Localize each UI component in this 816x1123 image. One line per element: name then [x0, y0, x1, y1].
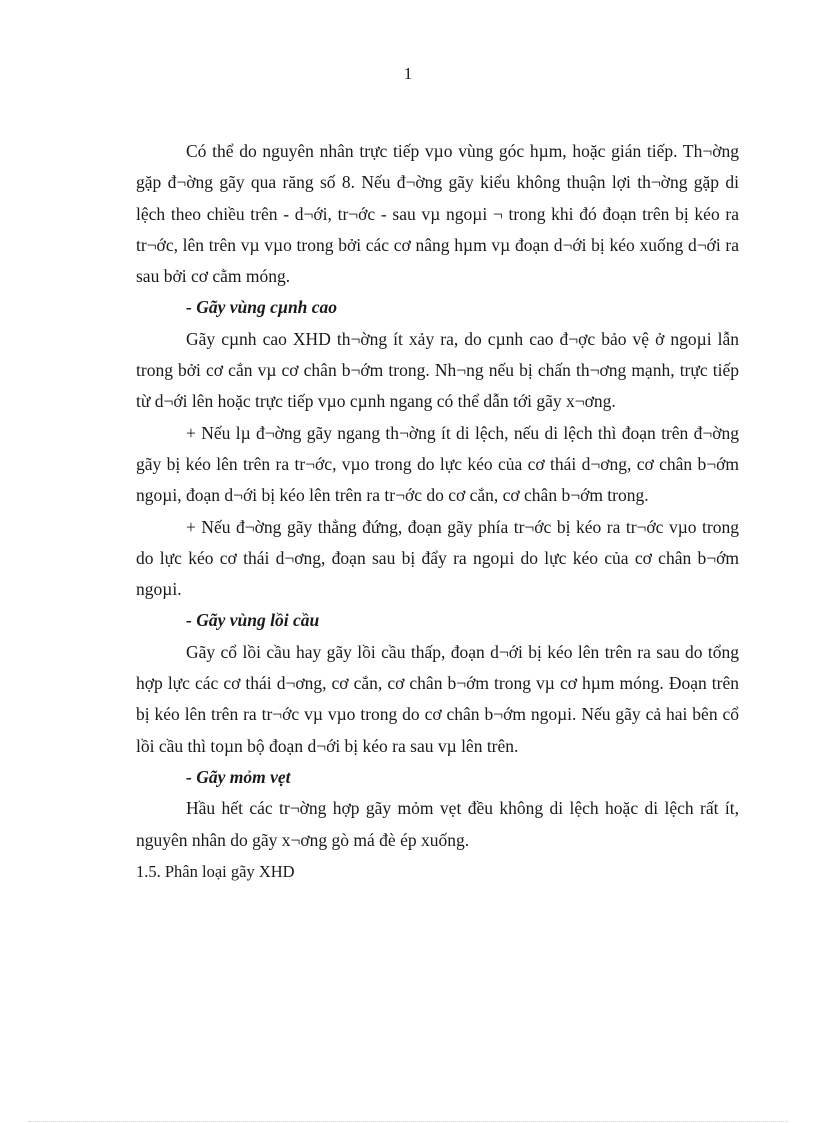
page-bottom-divider [28, 1121, 788, 1122]
page-number: 1 [403, 64, 413, 83]
paragraph-horizontal-line: + Nếu lµ đ¬ờng gãy ngang th¬ờng ít di lệch, nếu di lệch thì đoạn trên đ¬ờng gãy bị kéo lên trên ra tr¬ớc, vµo trong do lực kéo của cơ thái d¬ơng, cơ chân b¬ớm ngoµi, đoạn d¬ới bị kéo lên trên ra tr¬ớc do cơ cắn, cơ chân b¬ớm trong. [136, 422, 739, 506]
paragraph-mechanism: Có thể do nguyên nhân trực tiếp vµo vùng góc hµm, hoặc gián tiếp. Th¬ờng gặp đ¬ờng gãy qua răng số 8. Nếu đ¬ờng gãy kiểu không thuận lợi th¬ờng gặp di lệch theo chiều trên - d¬ới, tr¬ớc - sau vµ ngoµi ¬ trong khi đó đoạn trên bị kéo ra tr¬ớc, lên trên vµ vµo trong bởi các cơ nâng hµm vµ đoạn d¬ới bị kéo xuống d¬ới ra sau bởi cơ cằm móng. [136, 141, 739, 287]
subheading-coronoid-fracture: - Gãy mỏm vẹt [186, 766, 291, 787]
document-body [136, 136, 739, 887]
paragraph-ramus: Gãy cµnh cao XHD th¬ờng ít xảy ra, do cµnh cao đ¬ợc bảo vệ ở ngoµi lẫn trong bởi cơ cắn vµ cơ chân b¬ớm trong. Nh¬ng nếu bị chấn th¬ơng mạnh, trực tiếp từ d¬ới lên hoặc trực tiếp vµo cµnh ngang có thể dẫn tới gãy x¬ơng. [136, 328, 739, 412]
section-heading-classification: 1.5. Phân loại gãy XHD [136, 861, 295, 881]
paragraph-coronoid: Hầu hết các tr¬ờng hợp gãy mỏm vẹt đều không di lệch hoặc di lệch rất ít, nguyên nhân do gãy x¬ơng gò má đè ép xuống. [136, 798, 739, 850]
paragraph-vertical-line: + Nếu đ¬ờng gãy thẳng đứng, đoạn gãy phía tr¬ớc bị kéo ra tr¬ớc vµo trong do lực kéo cơ thái d¬ơng, đoạn sau bị đẩy ra ngoµi do lực kéo của cơ chân b¬ớm ngoµi. [136, 516, 739, 600]
subheading-ramus-fracture: - Gãy vùng cµnh cao [186, 297, 338, 318]
paragraph-condyle: Gãy cổ lồi cầu hay gãy lồi cầu thấp, đoạn d¬ới bị kéo lên trên ra sau do tổng hợp lực các cơ thái d¬ơng, cơ cắn, cơ chân b¬ớm trong vµ cơ hµm móng. Đoạn trên bị kéo lên trên ra tr¬ớc vµ vµo trong do cơ chân b¬ớm ngoµi. Nếu gãy cả hai bên cổ lồi cầu thì toµn bộ đoạn d¬ới bị kéo ra sau vµ lên trên. [136, 641, 739, 756]
subheading-condyle-fracture: - Gãy vùng lồi cầu [186, 610, 320, 631]
